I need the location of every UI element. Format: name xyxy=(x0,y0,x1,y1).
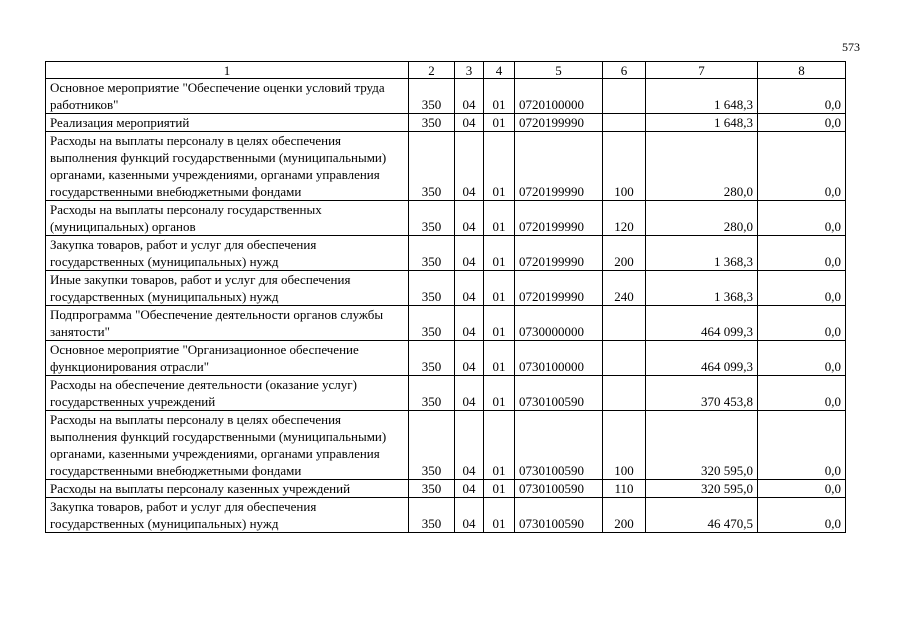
row-amount-8: 0,0 xyxy=(758,271,846,306)
row-amount: 46 470,5 xyxy=(646,498,758,533)
row-code-2: 350 xyxy=(409,498,455,533)
row-code-6 xyxy=(603,376,646,411)
row-code-2: 350 xyxy=(409,114,455,132)
row-name: Основное мероприятие "Обеспечение оценки условий труда работников" xyxy=(46,79,409,114)
row-name: Расходы на выплаты персоналу в целях обеспечения выполнения функций государственными (муниципальными) органами, казенными учреждениями, органами управления государственными внебюджетными фондами xyxy=(46,132,409,201)
row-code-4: 01 xyxy=(484,498,515,533)
row-name: Основное мероприятие "Организационное обеспечение функционирования отрасли" xyxy=(46,341,409,376)
row-code-2: 350 xyxy=(409,306,455,341)
row-amount: 280,0 xyxy=(646,132,758,201)
row-code-6 xyxy=(603,341,646,376)
row-name: Расходы на выплаты персоналу в целях обеспечения выполнения функций государственными (муниципальными) органами, казенными учреждениями, органами управления государственными внебюджетными фондами xyxy=(46,411,409,480)
row-code-3: 04 xyxy=(455,271,484,306)
header-cell-3: 3 xyxy=(455,62,484,79)
row-amount-8: 0,0 xyxy=(758,132,846,201)
row-code-5: 0730100590 xyxy=(515,376,603,411)
row-code-2: 350 xyxy=(409,480,455,498)
row-code-6 xyxy=(603,114,646,132)
row-amount: 320 595,0 xyxy=(646,411,758,480)
row-code-5: 0730000000 xyxy=(515,306,603,341)
row-amount-8: 0,0 xyxy=(758,411,846,480)
row-name: Подпрограмма "Обеспечение деятельности органов службы занятости" xyxy=(46,306,409,341)
table-row xyxy=(46,376,846,411)
row-code-3: 04 xyxy=(455,498,484,533)
row-code-3: 04 xyxy=(455,114,484,132)
table-row xyxy=(46,480,846,498)
header-cell-2: 2 xyxy=(409,62,455,79)
row-code-4: 01 xyxy=(484,341,515,376)
page-number: 573 xyxy=(842,40,860,54)
row-code-3: 04 xyxy=(455,411,484,480)
row-name: Закупка товаров, работ и услуг для обеспечения государственных (муниципальных) нужд xyxy=(46,498,409,533)
table-row xyxy=(46,114,846,132)
row-code-5: 0720199990 xyxy=(515,201,603,236)
row-code-3: 04 xyxy=(455,306,484,341)
row-code-6: 110 xyxy=(603,480,646,498)
row-code-4: 01 xyxy=(484,236,515,271)
table-row xyxy=(46,132,846,201)
table-row xyxy=(46,498,846,533)
row-code-4: 01 xyxy=(484,79,515,114)
row-amount: 464 099,3 xyxy=(646,341,758,376)
row-code-4: 01 xyxy=(484,114,515,132)
row-amount-8: 0,0 xyxy=(758,341,846,376)
row-amount-8: 0,0 xyxy=(758,201,846,236)
row-code-3: 04 xyxy=(455,201,484,236)
row-code-2: 350 xyxy=(409,132,455,201)
row-code-5: 0720100000 xyxy=(515,79,603,114)
row-code-6 xyxy=(603,306,646,341)
header-cell-5: 5 xyxy=(515,62,603,79)
header-cell-7: 7 xyxy=(646,62,758,79)
row-code-2: 350 xyxy=(409,236,455,271)
row-code-5: 0720199990 xyxy=(515,236,603,271)
row-name: Расходы на выплаты персоналу государственных (муниципальных) органов xyxy=(46,201,409,236)
row-amount-8: 0,0 xyxy=(758,79,846,114)
row-code-3: 04 xyxy=(455,341,484,376)
row-amount-8: 0,0 xyxy=(758,376,846,411)
header-cell-6: 6 xyxy=(603,62,646,79)
row-code-3: 04 xyxy=(455,376,484,411)
row-code-6: 120 xyxy=(603,201,646,236)
row-amount: 1 648,3 xyxy=(646,79,758,114)
row-code-6: 200 xyxy=(603,236,646,271)
table-row xyxy=(46,271,846,306)
table-row xyxy=(46,79,846,114)
table-row xyxy=(46,411,846,480)
row-amount: 1 648,3 xyxy=(646,114,758,132)
row-amount: 464 099,3 xyxy=(646,306,758,341)
row-name: Иные закупки товаров, работ и услуг для обеспечения государственных (муниципальных) нужд xyxy=(46,271,409,306)
row-amount-8: 0,0 xyxy=(758,498,846,533)
row-amount: 280,0 xyxy=(646,201,758,236)
table-row xyxy=(46,201,846,236)
budget-table xyxy=(45,61,846,533)
row-code-3: 04 xyxy=(455,236,484,271)
row-code-4: 01 xyxy=(484,306,515,341)
table-body xyxy=(46,79,846,533)
row-amount: 370 453,8 xyxy=(646,376,758,411)
header-row xyxy=(46,62,846,79)
row-code-2: 350 xyxy=(409,341,455,376)
row-code-2: 350 xyxy=(409,79,455,114)
row-code-4: 01 xyxy=(484,480,515,498)
row-code-5: 0730100000 xyxy=(515,341,603,376)
row-code-2: 350 xyxy=(409,411,455,480)
row-code-4: 01 xyxy=(484,271,515,306)
row-code-6: 200 xyxy=(603,498,646,533)
row-name: Закупка товаров, работ и услуг для обеспечения государственных (муниципальных) нужд xyxy=(46,236,409,271)
row-amount-8: 0,0 xyxy=(758,114,846,132)
row-code-5: 0730100590 xyxy=(515,411,603,480)
row-amount-8: 0,0 xyxy=(758,306,846,341)
row-name: Расходы на обеспечение деятельности (оказание услуг) государственных учреждений xyxy=(46,376,409,411)
row-code-2: 350 xyxy=(409,271,455,306)
row-code-4: 01 xyxy=(484,411,515,480)
row-amount: 1 368,3 xyxy=(646,236,758,271)
row-code-6: 100 xyxy=(603,132,646,201)
row-name: Реализация мероприятий xyxy=(46,114,409,132)
row-amount-8: 0,0 xyxy=(758,236,846,271)
row-name: Расходы на выплаты персоналу казенных учреждений xyxy=(46,480,409,498)
row-code-3: 04 xyxy=(455,132,484,201)
row-code-6 xyxy=(603,79,646,114)
row-code-5: 0730100590 xyxy=(515,498,603,533)
row-code-6: 240 xyxy=(603,271,646,306)
row-amount-8: 0,0 xyxy=(758,480,846,498)
table-header xyxy=(46,62,846,79)
row-amount: 320 595,0 xyxy=(646,480,758,498)
row-code-5: 0720199990 xyxy=(515,114,603,132)
row-code-4: 01 xyxy=(484,132,515,201)
row-code-5: 0720199990 xyxy=(515,132,603,201)
header-cell-8: 8 xyxy=(758,62,846,79)
row-amount: 1 368,3 xyxy=(646,271,758,306)
row-code-2: 350 xyxy=(409,201,455,236)
row-code-3: 04 xyxy=(455,79,484,114)
header-cell-4: 4 xyxy=(484,62,515,79)
row-code-2: 350 xyxy=(409,376,455,411)
table-row xyxy=(46,306,846,341)
table-row xyxy=(46,341,846,376)
row-code-4: 01 xyxy=(484,376,515,411)
row-code-5: 0730100590 xyxy=(515,480,603,498)
table-row xyxy=(46,236,846,271)
row-code-4: 01 xyxy=(484,201,515,236)
row-code-6: 100 xyxy=(603,411,646,480)
row-code-5: 0720199990 xyxy=(515,271,603,306)
header-cell-1: 1 xyxy=(46,62,409,79)
row-code-3: 04 xyxy=(455,480,484,498)
